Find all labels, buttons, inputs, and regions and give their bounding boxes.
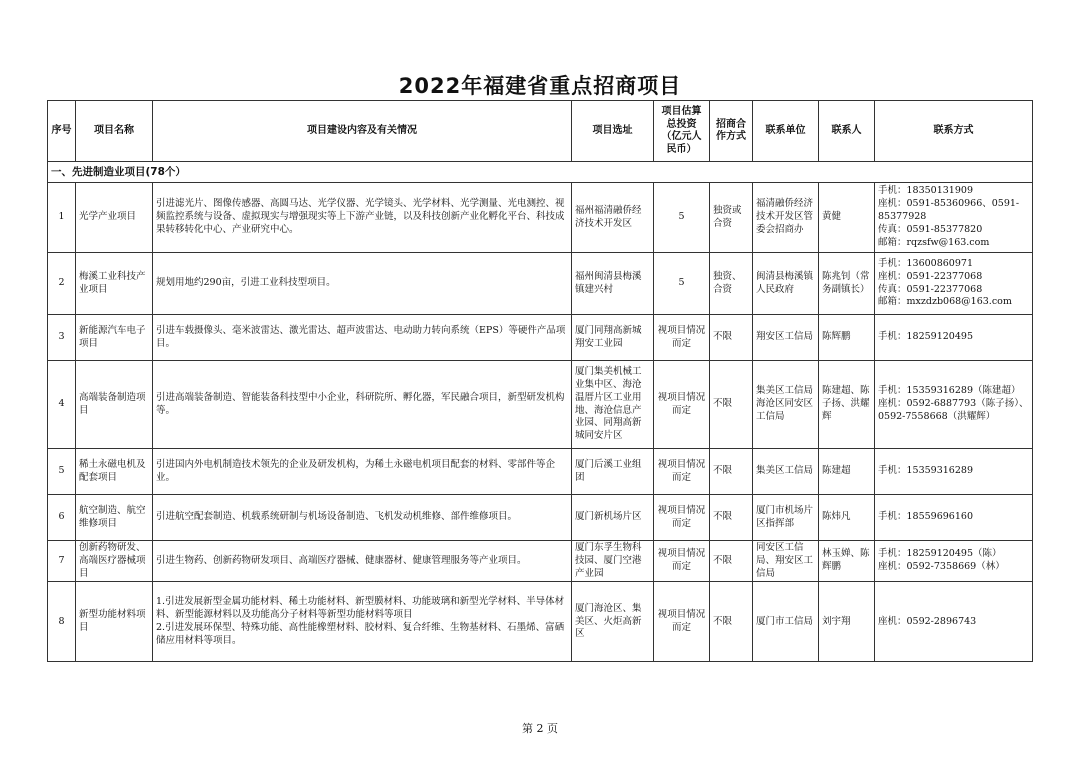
header-no: 序号 [48, 101, 76, 162]
contact-line: 手机：18350131909 [878, 185, 973, 197]
header-row [48, 101, 1033, 162]
contact-unit: 福清融侨经济技术开发区管委会招商办 [753, 183, 819, 253]
contact-info [875, 253, 1033, 315]
contact-line: 手机：18559696160 [878, 511, 973, 523]
contact-line: 手机：18259120495 [878, 331, 973, 343]
table-row [48, 582, 1033, 662]
cooperation-mode: 不限 [710, 582, 753, 662]
row-number: 1 [48, 183, 76, 253]
project-name: 高端装备制造项目 [76, 361, 153, 449]
contact-line: 传真：0591-22377068 [878, 283, 983, 295]
contact-line: 座机：0591-85360966、0591-85377928 [878, 198, 1020, 223]
cooperation-mode: 不限 [710, 315, 753, 361]
contact-info [875, 361, 1033, 449]
contact-person: 陈辉鹏 [819, 315, 875, 361]
project-content: 引进车载摄像头、毫米波雷达、激光雷达、超声波雷达、电动助力转向系统（EPS）等硬件产品项目。 [153, 315, 572, 361]
project-location: 厦门同翔高新城翔安工业园 [572, 315, 654, 361]
project-content: 引进国内外电机制造技术领先的企业及研发机构，为稀土永磁电机项目配套的材料、零部件等企业。 [153, 449, 572, 495]
contact-line: 邮箱：rqzsfw@163.com [878, 236, 990, 248]
project-investment: 视项目情况而定 [654, 315, 710, 361]
contact-person: 陈兆钊（常务副镇长） [819, 253, 875, 315]
row-number: 8 [48, 582, 76, 662]
row-number: 2 [48, 253, 76, 315]
table-row [48, 253, 1033, 315]
project-name: 新能源汽车电子项目 [76, 315, 153, 361]
contact-line: 手机：18259120495（陈） [878, 548, 1002, 560]
project-investment: 视项目情况而定 [654, 582, 710, 662]
project-name: 航空制造、航空维修项目 [76, 495, 153, 541]
contact-line: 座机：0591-22377068 [878, 270, 983, 282]
project-investment: 视项目情况而定 [654, 541, 710, 582]
row-number: 4 [48, 361, 76, 449]
project-content: 引进高端装备制造、智能装备科技型中小企业，科研院所、孵化器，军民融合项目，新型研发机构等。 [153, 361, 572, 449]
contact-person: 陈建超、陈子扬、洪耀辉 [819, 361, 875, 449]
table-row [48, 361, 1033, 449]
project-name: 光学产业项目 [76, 183, 153, 253]
contact-line: 手机：15359316289（陈建超） [878, 385, 1021, 397]
project-location: 厦门新机场片区 [572, 495, 654, 541]
header-name: 项目名称 [76, 101, 153, 162]
table-row [48, 315, 1033, 361]
row-number: 6 [48, 495, 76, 541]
contact-person: 刘宇翔 [819, 582, 875, 662]
contact-unit: 厦门市机场片区指挥部 [753, 495, 819, 541]
project-content: 引进航空配套制造、机载系统研制与机场设备制造、飞机发动机维修、部件维修项目。 [153, 495, 572, 541]
project-name: 稀土永磁电机及配套项目 [76, 449, 153, 495]
project-content: 1.引进发展新型金属功能材料、稀土功能材料、新型膜材料、功能玻璃和新型光学材料、半导体材料、新型能源材料以及功能高分子材料等新型功能材料等项目 2.引进发展环保型、特殊功能、高性能橡塑材料、胶材料、复合纤维、生物基材料、石墨烯、富硒储应用材料等项目。 [153, 582, 572, 662]
table-row [48, 541, 1033, 582]
project-content: 规划用地约290亩，引进工业科技型项目。 [153, 253, 572, 315]
contact-line: 传真：0591-85377820 [878, 223, 983, 235]
project-investment: 5 [654, 183, 710, 253]
row-number: 7 [48, 541, 76, 582]
cooperation-mode: 不限 [710, 495, 753, 541]
contact-line: 手机：15359316289 [878, 465, 973, 477]
project-table [47, 100, 1033, 662]
table-row [48, 495, 1033, 541]
header-unit: 联系单位 [753, 101, 819, 162]
header-person: 联系人 [819, 101, 875, 162]
contact-unit: 厦门市工信局 [753, 582, 819, 662]
contact-line: 座机：0592-7358669（林） [878, 561, 1005, 573]
project-investment: 视项目情况而定 [654, 495, 710, 541]
contact-info [875, 183, 1033, 253]
project-location: 福州闽清县梅溪镇建兴村 [572, 253, 654, 315]
contact-info [875, 315, 1033, 361]
project-investment: 5 [654, 253, 710, 315]
contact-unit: 翔安区工信局 [753, 315, 819, 361]
cooperation-mode: 不限 [710, 449, 753, 495]
contact-line: 座机：0592-6887793（陈子扬）、0592-7558668（洪耀辉） [878, 398, 1029, 422]
contact-line: 手机：13600860971 [878, 257, 973, 269]
page-number: 第 2 页 [522, 722, 558, 735]
section-title: 一、先进制造业项目(78个） [48, 162, 1033, 183]
project-content: 引进生物药、创新药物研发项目、高端医疗器械、健康器材、健康管理服务等产业项目。 [153, 541, 572, 582]
section-row [48, 162, 1033, 183]
contact-person: 林玉婵、陈辉鹏 [819, 541, 875, 582]
contact-line: 座机：0592-2896743 [878, 615, 977, 627]
contact-unit: 闽清县梅溪镇人民政府 [753, 253, 819, 315]
header-mode: 招商合作方式 [710, 101, 753, 162]
cooperation-mode: 独资或合资 [710, 183, 753, 253]
contact-line: 邮箱：mxzdzb068@163.com [878, 296, 1012, 308]
project-investment: 视项目情况而定 [654, 449, 710, 495]
project-name: 梅溪工业科技产业项目 [76, 253, 153, 315]
project-location: 福州福清融侨经济技术开发区 [572, 183, 654, 253]
project-name: 创新药物研发、高端医疗器械项目 [76, 541, 153, 582]
contact-info [875, 495, 1033, 541]
header-location: 项目选址 [572, 101, 654, 162]
header-investment: 项目估算总投资（亿元人民币） [654, 101, 710, 162]
contact-person: 陈建超 [819, 449, 875, 495]
document-title: 2022年福建省重点招商项目 [398, 74, 682, 98]
project-content: 引进滤光片、图像传感器、高圆马达、光学仪器、光学镜头、光学材料、光学测量、光电测控、视频监控系统与设备、虚拟现实与增强现实等上下游产业链，以及科技创新产业化孵化平台、科技成果转移转化中心、产业研究中心。 [153, 183, 572, 253]
cooperation-mode: 不限 [710, 361, 753, 449]
contact-info [875, 449, 1033, 495]
header-content: 项目建设内容及有关情况 [153, 101, 572, 162]
row-number: 3 [48, 315, 76, 361]
cooperation-mode: 独资、合资 [710, 253, 753, 315]
contact-info [875, 541, 1033, 582]
project-investment: 视项目情况而定 [654, 361, 710, 449]
project-location: 厦门集美机械工业集中区、海沧温厝片区工业用地、海沧信息产业园、同翔高新城同安片区 [572, 361, 654, 449]
contact-unit: 集美区工信局海沧区同安区工信局 [753, 361, 819, 449]
project-location: 厦门海沧区、集美区、火炬高新区 [572, 582, 654, 662]
contact-info [875, 582, 1033, 662]
project-location: 厦门后溪工业组团 [572, 449, 654, 495]
row-number: 5 [48, 449, 76, 495]
table-row [48, 449, 1033, 495]
header-contact: 联系方式 [875, 101, 1033, 162]
contact-person: 黄健 [819, 183, 875, 253]
cooperation-mode: 不限 [710, 541, 753, 582]
contact-person: 陈炜凡 [819, 495, 875, 541]
table-row [48, 183, 1033, 253]
project-location: 厦门东孚生物科技园、厦门空港产业园 [572, 541, 654, 582]
contact-unit: 同安区工信局、翔安区工信局 [753, 541, 819, 582]
contact-unit: 集美区工信局 [753, 449, 819, 495]
project-name: 新型功能材料项目 [76, 582, 153, 662]
